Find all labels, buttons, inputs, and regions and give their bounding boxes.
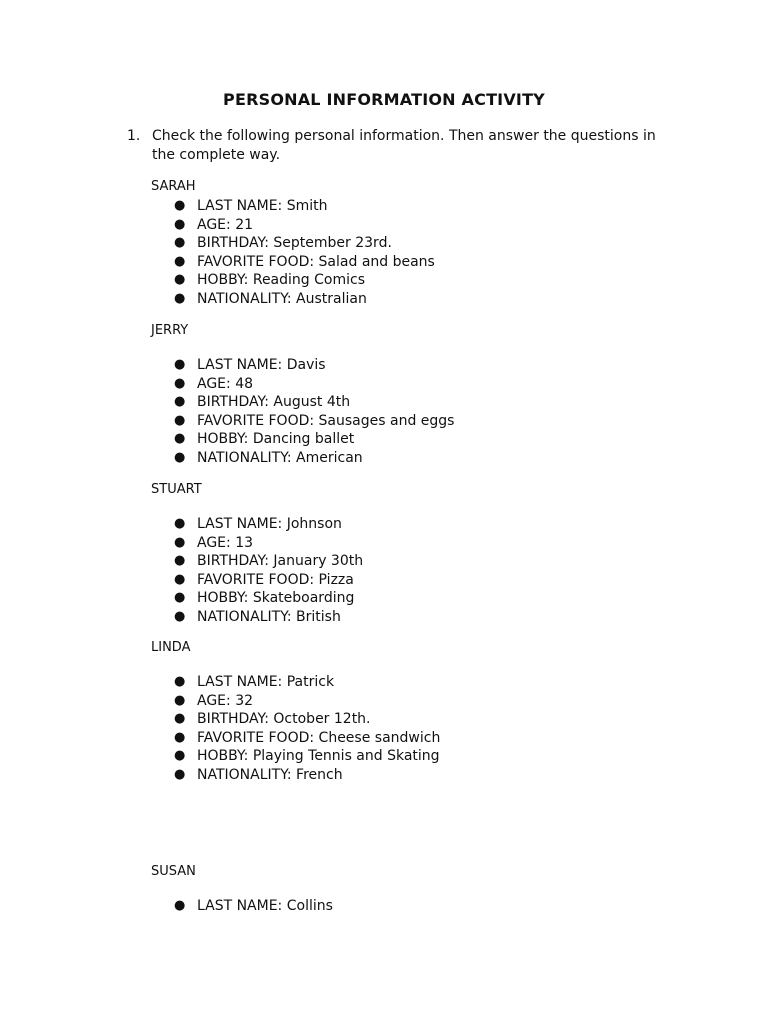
detail-item: [172, 375, 454, 394]
bullet-icon: ●: [174, 766, 186, 782]
detail-text: FAVORITE FOOD: Salad and beans: [197, 253, 435, 270]
detail-item: [172, 766, 440, 785]
bullet-icon: ●: [174, 216, 186, 232]
detail-text: BIRTHDAY: January 30th: [197, 553, 364, 570]
detail-item: [172, 552, 363, 571]
instruction-text: Check the following personal information. Then answer the questions in the complete way.: [152, 128, 656, 163]
detail-item: [172, 897, 333, 916]
detail-text: FAVORITE FOOD: Sausages and eggs: [197, 412, 455, 429]
detail-text: AGE: 32: [197, 692, 254, 709]
bullet-icon: ●: [174, 748, 186, 764]
bullet-icon: ●: [174, 198, 186, 213]
instruction-number: 1.: [127, 128, 141, 144]
detail-item: [172, 608, 363, 627]
detail-text: HOBBY: Playing Tennis and Skating: [197, 748, 440, 765]
instruction-item: [127, 127, 672, 165]
detail-text: NATIONALITY: Australian: [197, 290, 367, 307]
detail-item: [172, 710, 440, 729]
detail-text: FAVORITE FOOD: Cheese sandwich: [197, 729, 441, 746]
bullet-icon: ●: [174, 272, 186, 288]
detail-item: [172, 216, 435, 235]
detail-item: [172, 589, 363, 608]
detail-text: LAST NAME: Johnson: [197, 516, 342, 532]
detail-text: BIRTHDAY: August 4th: [197, 394, 351, 411]
detail-text: NATIONALITY: British: [197, 608, 341, 625]
bullet-icon: ●: [174, 692, 186, 708]
person-name-sarah: SARAH: [151, 179, 196, 194]
detail-item: [172, 393, 454, 412]
detail-text: LAST NAME: Davis: [197, 357, 326, 373]
detail-text: AGE: 13: [197, 534, 254, 551]
person-name-jerry: JERRY: [151, 323, 189, 338]
detail-text: LAST NAME: Smith: [197, 198, 328, 214]
detail-text: BIRTHDAY: September 23rd.: [197, 235, 392, 252]
bullet-icon: ●: [174, 375, 186, 391]
detail-text: NATIONALITY: French: [197, 766, 343, 783]
detail-item: [172, 430, 454, 449]
bullet-icon: ●: [174, 431, 186, 447]
detail-item: [172, 449, 454, 468]
detail-text: HOBBY: Skateboarding: [197, 590, 355, 607]
bullet-icon: ●: [174, 290, 186, 306]
bullet-icon: ●: [174, 516, 186, 531]
detail-text: NATIONALITY: American: [197, 449, 363, 466]
detail-item: [172, 571, 363, 590]
bullet-icon: ●: [174, 449, 186, 465]
bullet-icon: ●: [174, 898, 186, 913]
detail-item: [172, 271, 435, 290]
bullet-icon: ●: [174, 253, 186, 269]
detail-item: [172, 673, 440, 692]
bullet-icon: ●: [174, 608, 186, 624]
page-title: PERSONAL INFORMATION ACTIVITY: [223, 90, 545, 109]
detail-text: BIRTHDAY: October 12th.: [197, 711, 371, 728]
bullet-icon: ●: [174, 553, 186, 569]
bullet-icon: ●: [174, 590, 186, 606]
detail-item: [172, 515, 363, 534]
bullet-icon: ●: [174, 711, 186, 727]
detail-item: [172, 412, 454, 431]
person-details-susan: [172, 897, 333, 916]
detail-item: [172, 234, 435, 253]
detail-text: AGE: 21: [197, 216, 254, 233]
detail-text: HOBBY: Reading Comics: [197, 272, 365, 289]
person-details-stuart: [172, 515, 363, 627]
detail-text: AGE: 48: [197, 375, 254, 392]
detail-item: [172, 692, 440, 711]
person-name-stuart: STUART: [151, 482, 202, 497]
detail-item: [172, 747, 440, 766]
bullet-icon: ●: [174, 571, 186, 587]
person-name-susan: SUSAN: [151, 864, 196, 879]
detail-item: [172, 356, 454, 375]
detail-item: [172, 729, 440, 748]
bullet-icon: ●: [174, 534, 186, 550]
detail-text: LAST NAME: Patrick: [197, 674, 335, 690]
bullet-icon: ●: [174, 729, 186, 745]
person-details-sarah: [172, 197, 435, 309]
person-details-linda: [172, 673, 440, 785]
detail-item: [172, 197, 435, 216]
detail-text: HOBBY: Dancing ballet: [197, 431, 355, 448]
person-name-linda: LINDA: [151, 640, 191, 655]
bullet-icon: ●: [174, 394, 186, 410]
bullet-icon: ●: [174, 235, 186, 251]
detail-text: LAST NAME: Collins: [197, 898, 333, 914]
detail-item: [172, 290, 435, 309]
bullet-icon: ●: [174, 674, 186, 689]
detail-item: [172, 253, 435, 272]
detail-text: FAVORITE FOOD: Pizza: [197, 571, 354, 588]
bullet-icon: ●: [174, 412, 186, 428]
detail-item: [172, 534, 363, 553]
bullet-icon: ●: [174, 357, 186, 372]
person-details-jerry: [172, 356, 454, 468]
